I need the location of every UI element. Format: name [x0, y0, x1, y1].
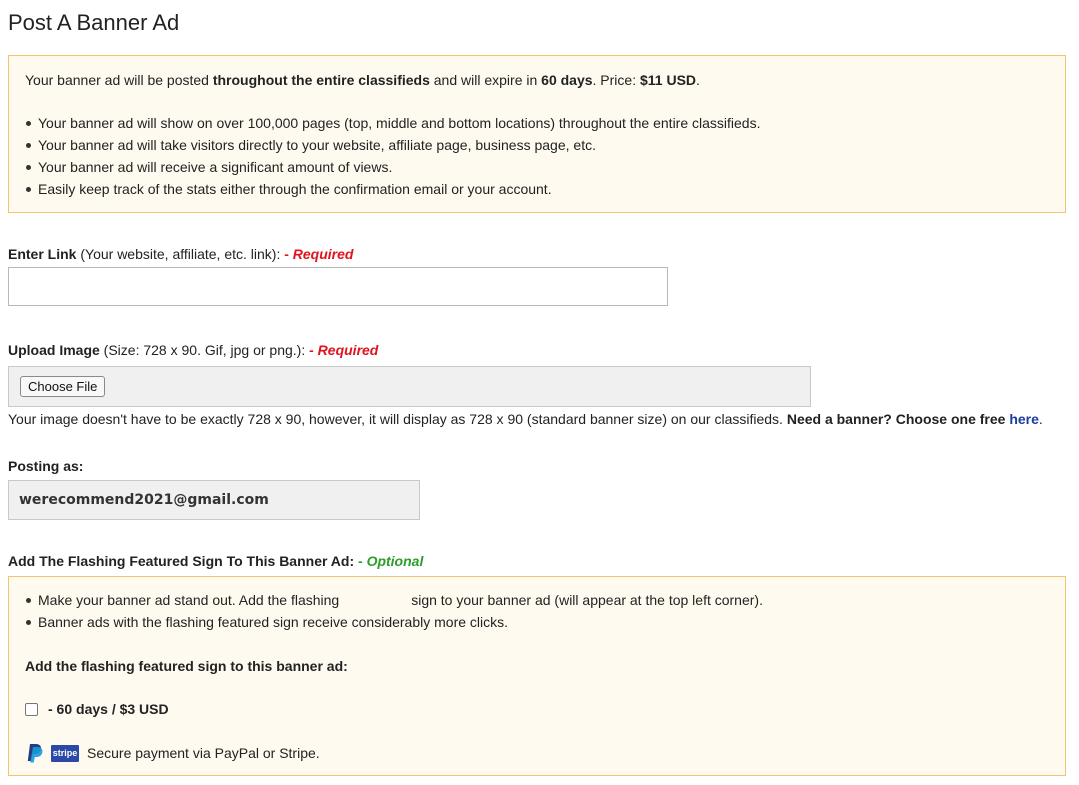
image-field-label [8, 342, 378, 358]
intro-price-label: . Price: [592, 72, 640, 88]
featured-info-box [8, 576, 1066, 776]
choose-file-button[interactable]: Choose File [20, 376, 105, 397]
required-marker: - Required [284, 246, 354, 262]
add-featured-heading: Add the flashing featured sign to this banner ad: [25, 658, 348, 674]
page-title: Post A Banner Ad [8, 10, 180, 35]
list-item [25, 589, 763, 611]
list-item: Easily keep track of the stats either through the confirmation email or your account. [25, 178, 760, 200]
intro-prefix: Your banner ad will be posted [25, 72, 213, 88]
free-banner-link[interactable]: here [1009, 411, 1039, 427]
banner-info-box [8, 55, 1066, 213]
featured-benefits-list [25, 589, 763, 633]
intro-location: throughout the entire classifieds [212, 72, 430, 88]
posting-email-field: werecommend2021@gmail.com [8, 480, 420, 520]
required-marker: - Required [309, 342, 379, 358]
file-upload-field[interactable] [8, 366, 811, 407]
benefits-list [25, 112, 760, 200]
paypal-icon [25, 742, 45, 764]
posting-as-label: Posting as: [8, 458, 84, 474]
image-note-text: Your image doesn't have to be exactly 728 x 90, however, it will display as 728 x 90 (standard banner size) on our classifieds. [8, 411, 787, 427]
featured-bullet-text: Make your banner ad stand out. Add the flashing [38, 592, 340, 608]
featured-option-label: - 60 days / $3 USD [48, 701, 169, 717]
link-input[interactable] [8, 267, 668, 306]
link-field-label [8, 246, 353, 262]
optional-marker: - Optional [358, 553, 424, 569]
featured-label [8, 553, 423, 569]
intro-mid: and will expire in [429, 72, 542, 88]
payment-row [25, 742, 320, 764]
image-note-end: . [1038, 411, 1043, 427]
list-item: Your banner ad will show on over 100,000 pages (top, middle and bottom locations) throughout the entire classifieds. [25, 112, 760, 134]
featured-option-row[interactable] [25, 701, 169, 717]
list-item: Banner ads with the flashing featured sign receive considerably more clicks. [25, 611, 763, 633]
list-item: Your banner ad will receive a significant amount of views. [25, 156, 760, 178]
featured-label-text: Add The Flashing Featured Sign To This Banner Ad: [8, 553, 359, 569]
image-label-hint: (Size: 728 x 90. Gif, jpg or png.): [99, 342, 310, 358]
stripe-icon: stripe [51, 745, 79, 762]
image-note [8, 411, 1043, 427]
list-item: Your banner ad will take visitors directly to your website, affiliate page, business page, etc. [25, 134, 760, 156]
intro-text [25, 72, 700, 88]
intro-price: $11 USD [640, 72, 697, 88]
link-label-bold: Enter Link [8, 246, 77, 262]
image-label-bold: Upload Image [8, 342, 100, 358]
intro-suffix: . [696, 72, 700, 88]
featured-checkbox[interactable] [25, 703, 38, 716]
featured-bullet-text-end: sign to your banner ad (will appear at the top left corner). [411, 592, 763, 608]
link-label-hint: (Your website, affiliate, etc. link): [76, 246, 285, 262]
intro-duration: 60 days [541, 72, 593, 88]
need-banner-text: Need a banner? Choose one free [786, 411, 1010, 427]
payment-note: Secure payment via PayPal or Stripe. [87, 745, 320, 761]
